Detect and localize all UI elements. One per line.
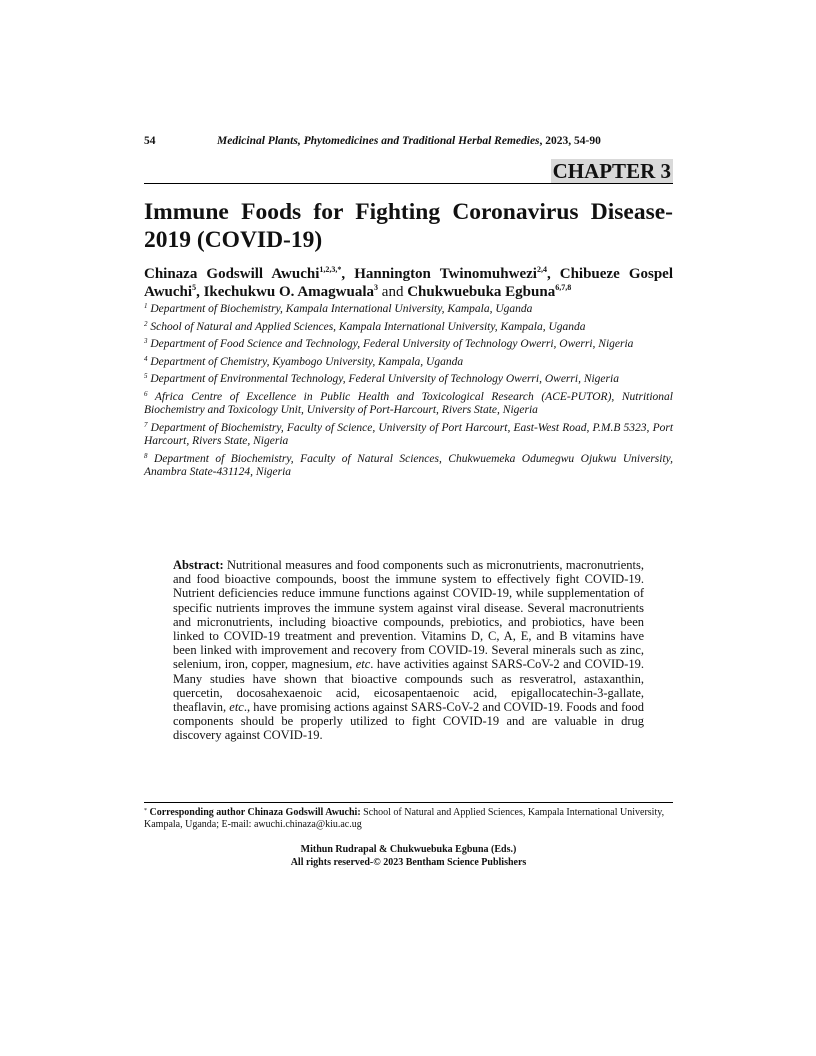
editors-block (144, 844, 673, 869)
affiliation-text: School of Natural and Applied Sciences, Kampala International University, Kampala, Uganda (150, 320, 586, 333)
footnote-mark: * (144, 808, 147, 814)
abstract-etc: etc (229, 700, 244, 715)
editors-line: Mithun Rudrapal & Chukwuebuka Egbuna (Eds.) (300, 844, 517, 855)
affiliation (144, 373, 673, 386)
abstract (173, 558, 644, 743)
author-separator: and (378, 284, 408, 300)
affiliation (144, 303, 673, 316)
footnote-label: Corresponding author Chinaza Godswill Awuchi: (149, 807, 361, 818)
abstract-text: ., have promising actions against SARS-CoV-2 and COVID-19. Foods and food components should be properly utilized to fight COVID-19 and are valuable in drug discovery against COVID-19. (173, 700, 644, 743)
author-separator: , (546, 266, 560, 282)
author-separator: , (196, 284, 204, 300)
journal-citation (217, 135, 601, 147)
affiliation-number: 7 (144, 420, 148, 429)
chapter-rule (144, 183, 673, 184)
affiliation-number: 1 (144, 302, 148, 310)
abstract-etc: etc (355, 657, 371, 672)
author-affil-marker: 2,4 (536, 265, 547, 274)
footnote-text: School of Natural and Applied Sciences, Kampala International University, Kampala, Uganda; E-mail: awuchi.chinaza@kiu.ac.ug (144, 807, 665, 830)
affiliation-list (144, 303, 673, 484)
affiliation-number: 6 (144, 389, 148, 398)
abstract-text: Nutritional measures and food components such as micronutrients, macronutrients, and food bioactive compounds, boost the immune system to effectively fight COVID-19. Nutrient deficiencies reduce immune functions against COVID-19, while supplementation of specific nutrients improves the immune system against viral disease. Several macronutrients and micronutrients, including bioactive compounds, prebiotics, and probiotics, have been linked to COVID-19 treatment and prevention. Vitamins D, C, A, E, and B vitamins have been linked with improvement and recovery from COVID-19. Several minerals such as zinc, selenium, iron, copper, magnesium, (173, 558, 644, 672)
abstract-text: . have activities against SARS-CoV-2 and COVID-19. Many studies have shown that bioactive compounds such as resveratrol, astaxanthin, quercetin, docosahexaenoic acid, eicosapentaenoic acid, epigallocatechin-3-gallate, theaflavin, (173, 657, 644, 715)
chapter-label: CHAPTER 3 (552, 159, 671, 183)
author-name: Chibueze Gospel Awuchi (144, 266, 673, 300)
journal-year-pages: , 2023, 54-90 (539, 135, 601, 147)
affiliation (144, 321, 673, 334)
chapter-title: Immune Foods for Fighting Coronavirus Disease-2019 (COVID-19) (144, 199, 673, 253)
page-number: 54 (144, 135, 156, 147)
affiliation-number: 2 (144, 319, 148, 328)
author-name: Hannington Twinomuhwezi (354, 266, 537, 282)
affiliation-number: 5 (144, 372, 148, 381)
author-affil-marker: 3 (374, 283, 379, 292)
affiliation (144, 422, 673, 449)
affiliation (144, 356, 673, 369)
affiliation-number: 3 (144, 337, 148, 346)
affiliation-text: Department of Food Science and Technology, Federal University of Technology Owerri, Owerri, Nigeria (150, 338, 634, 351)
abstract-label: Abstract: (173, 558, 224, 572)
author-affil-marker: 1,2,3,* (319, 265, 342, 274)
author-affil-marker: 6,7,8 (555, 283, 572, 292)
affiliation-number: 4 (144, 354, 148, 363)
affiliation (144, 453, 673, 480)
affiliation-text: Department of Biochemistry, Faculty of Science, University of Port Harcourt, East-West Road, P.M.B 5323, Port Harcourt, Rivers State, Nigeria (144, 421, 674, 448)
author-list (144, 265, 673, 301)
affiliation-number: 8 (144, 451, 148, 460)
author-affil-marker: 5 (192, 283, 197, 292)
corresponding-author-footnote (144, 807, 673, 831)
affiliation-text: Department of Biochemistry, Faculty of Natural Sciences, Chukwuemeka Odumegwu Ojukwu University, Anambra State-431124, Nigeria (144, 452, 674, 479)
affiliation-text: Department of Biochemistry, Kampala International University, Kampala, Uganda (150, 303, 533, 315)
copyright-line: All rights reserved-© 2023 Bentham Science Publishers (290, 856, 527, 868)
author-separator: , (341, 266, 355, 282)
footnote-rule (144, 802, 673, 803)
affiliation-text: Africa Centre of Excellence in Public Health and Toxicological Research (ACE-PUTOR), Nutritional Biochemistry and Toxicology Unit, University of Port-Harcourt, Rivers State, Nigeria (144, 390, 673, 417)
affiliation (144, 391, 673, 418)
author-name: Ikechukwu O. Amagwuala (203, 284, 375, 300)
affiliation-text: Department of Environmental Technology, Federal University of Technology Owerri, Owerri, Nigeria (150, 373, 619, 386)
author-name: Chukwuebuka Egbuna (407, 284, 556, 300)
author-name: Chinaza Godswill Awuchi (144, 266, 320, 282)
affiliation-text: Department of Chemistry, Kyambogo University, Kampala, Uganda (150, 355, 464, 368)
journal-title: Medicinal Plants, Phytomedicines and Traditional Herbal Remedies (217, 135, 540, 147)
affiliation (144, 338, 673, 351)
